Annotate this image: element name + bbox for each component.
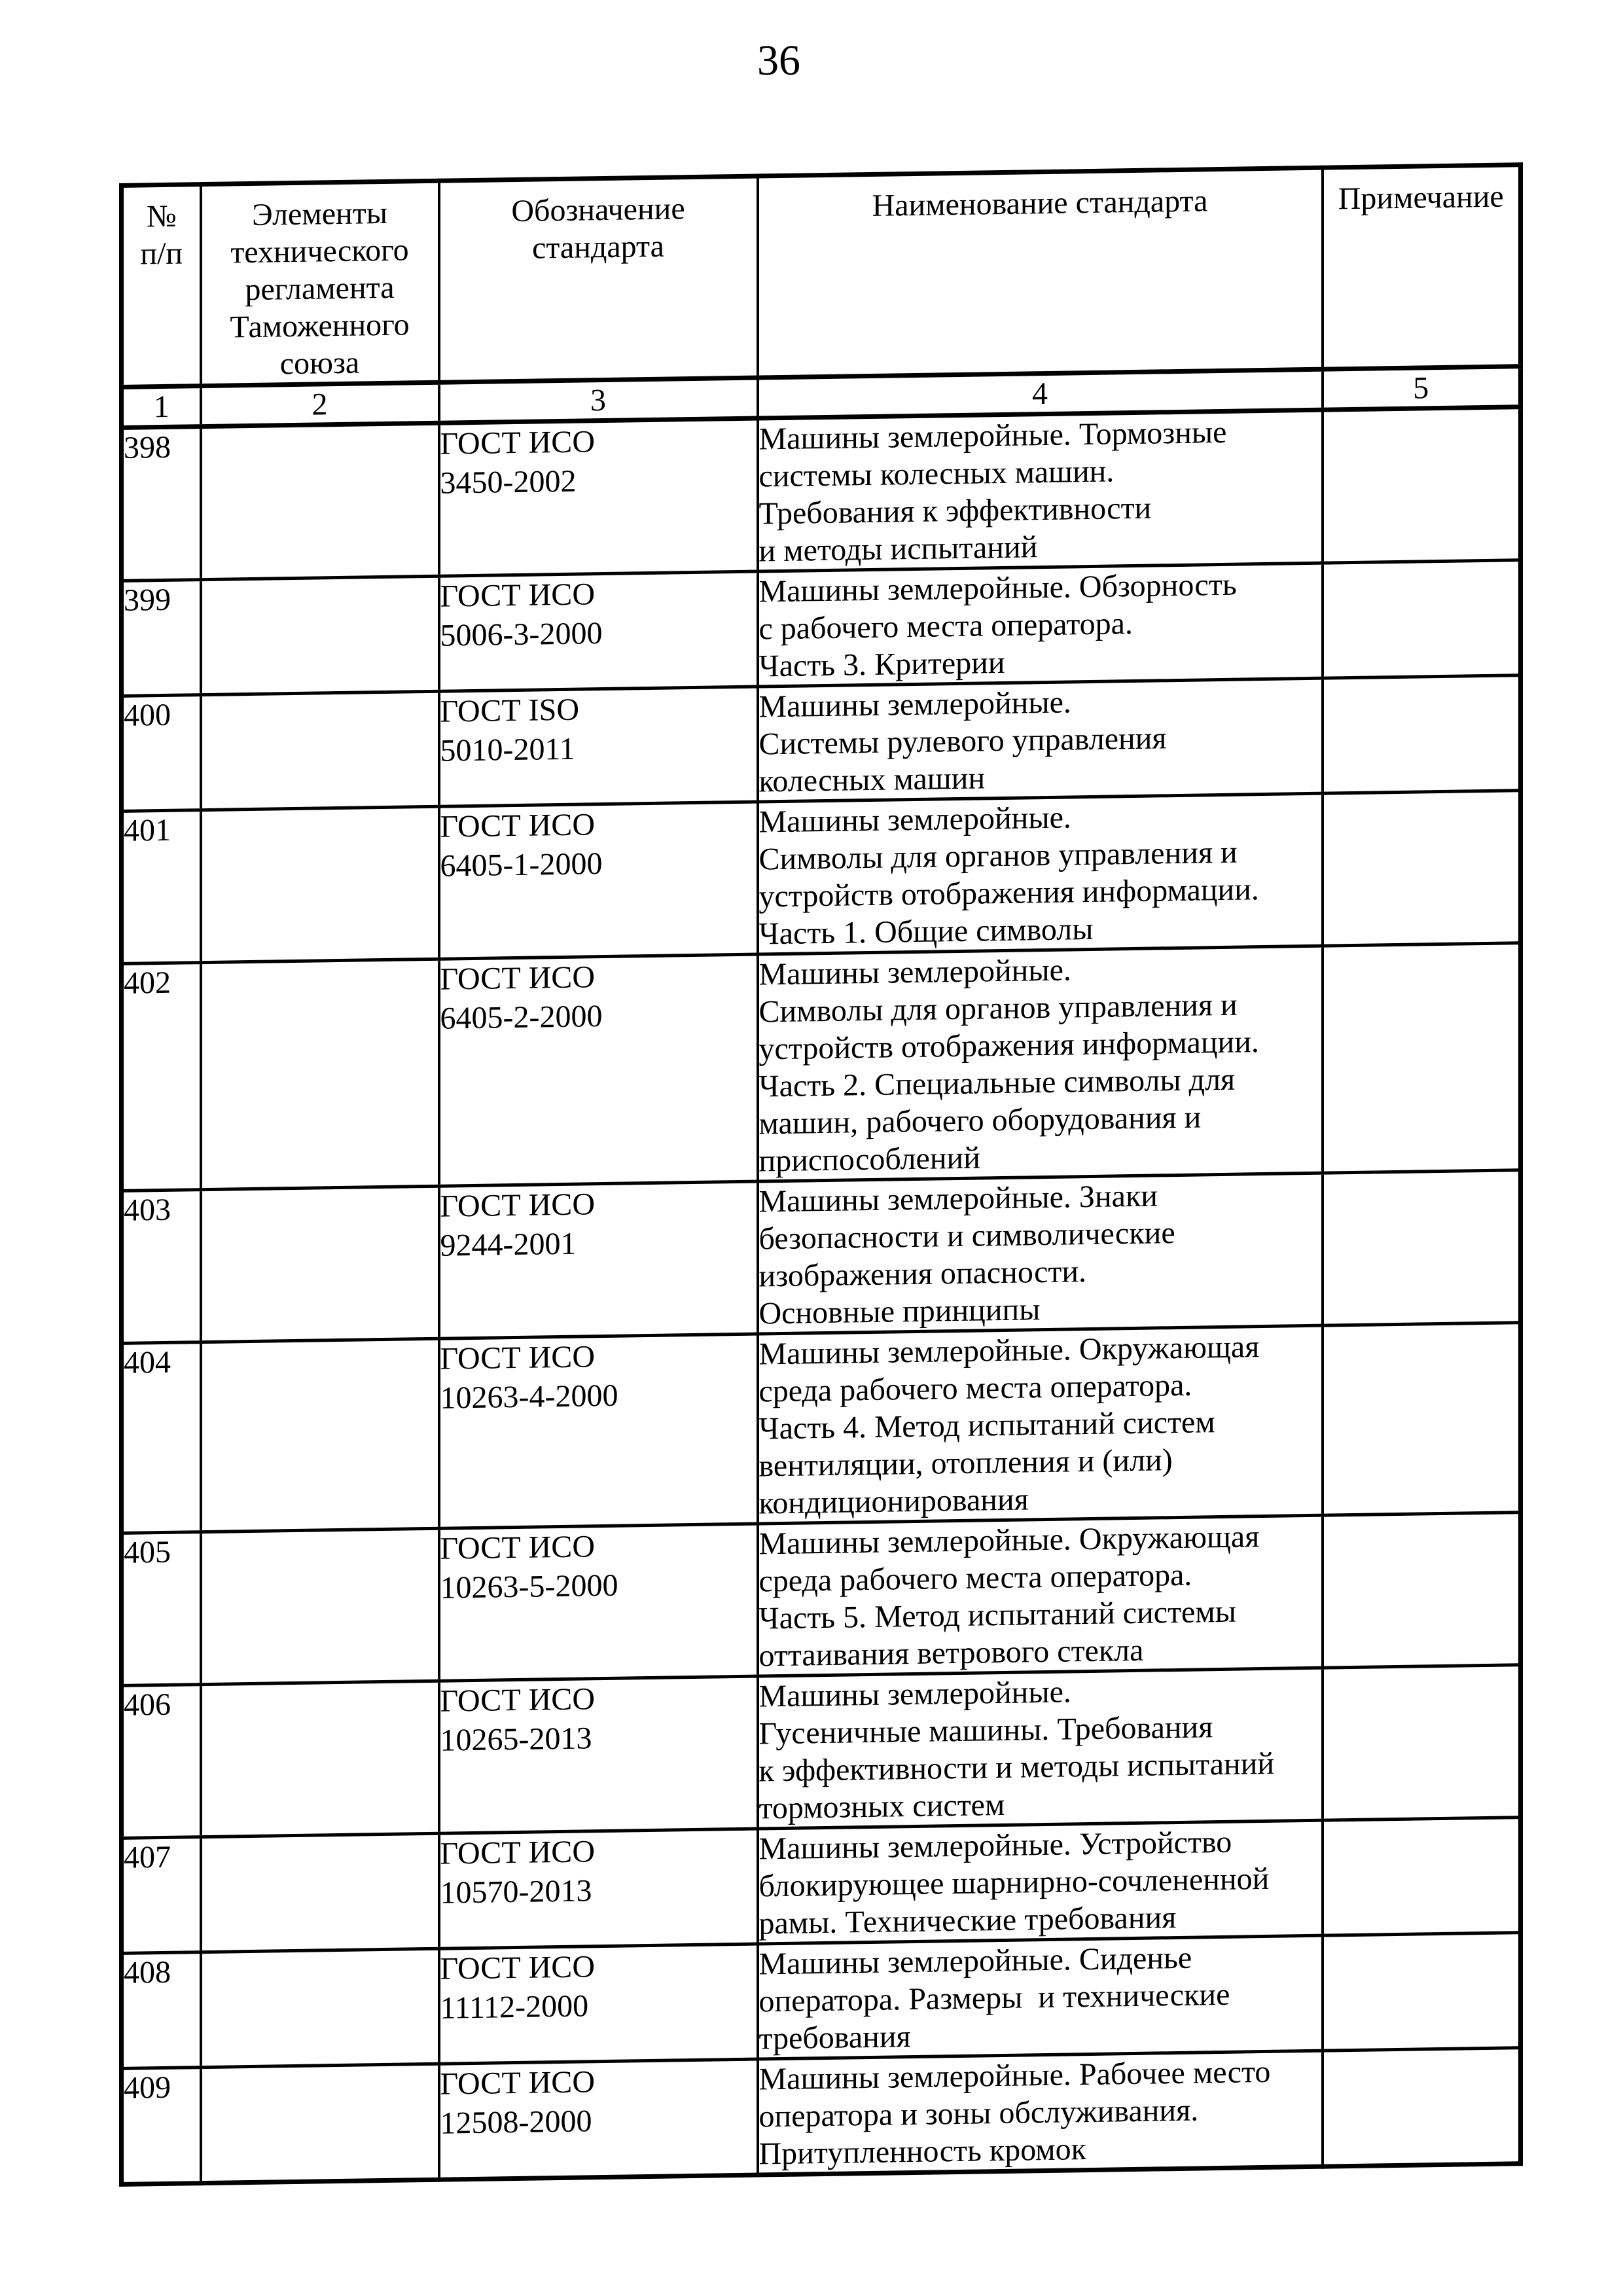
note-cell [1323, 943, 1521, 1173]
reg-element-cell [201, 1681, 439, 1837]
text-line: требования [758, 2019, 911, 2056]
standard-name-cell [758, 1935, 1323, 2059]
text-line: Машины землеройные. Устройство [758, 1824, 1232, 1867]
text-line: стандарта [532, 228, 664, 266]
text-line: Машины землеройные. Сиденье [758, 1940, 1192, 1982]
note-cell [1323, 1323, 1521, 1515]
text-line: колесных машин [758, 761, 986, 799]
text-line: Машины землеройные. [758, 952, 1071, 992]
table-row [122, 791, 1521, 964]
reg-element-cell [201, 1528, 439, 1684]
text-line: ГОСТ ИСО [440, 2064, 595, 2102]
text-line: ГОСТ ИСО [440, 960, 595, 997]
reg-element-cell [201, 806, 439, 962]
designation-cell [439, 1524, 758, 1681]
text-line: кондиционирования [758, 1482, 1029, 1521]
note-cell [1323, 1170, 1521, 1325]
row-number-cell: 400 [122, 695, 201, 812]
text-line: Машины землеройные. [758, 1674, 1071, 1714]
text-line: Системы рулевого управления [758, 721, 1167, 762]
header-cell-reg-elements [201, 181, 439, 386]
designation-cell [439, 571, 758, 691]
text-line: 10570-2013 [440, 1873, 592, 1910]
table-row [122, 1665, 1521, 1839]
reg-element-cell [201, 1833, 439, 1952]
designation-cell [439, 687, 758, 806]
text-line: ГОСТ ИСО [440, 1834, 595, 1871]
standard-name-cell [758, 946, 1323, 1181]
text-line: системы колесных машин. [758, 454, 1115, 494]
text-line: тормозных систем [758, 1787, 1005, 1826]
text-line: ГОСТ ИСО [440, 1339, 595, 1376]
text-line: рамы. Технические требования [758, 1900, 1177, 1941]
standard-name-cell [758, 1668, 1323, 1829]
standards-table-wrapper [119, 162, 1518, 2187]
text-line: безопасности и символические [758, 1215, 1175, 1257]
text-line: Символы для органов управления и [758, 834, 1238, 877]
table-row [122, 1170, 1521, 1344]
designation-cell [439, 418, 758, 576]
text-line: 10265-2013 [440, 1721, 592, 1758]
header-cell-note [1323, 165, 1521, 369]
designation-cell [439, 1181, 758, 1338]
table-row [122, 1323, 1521, 1534]
text-line: 11112-2000 [440, 1988, 589, 2026]
text-line: устройств отображения информации. [758, 872, 1259, 914]
text-line: Машины землеройные. Окружающая [758, 1519, 1260, 1562]
text-line: ГОСТ ИСО [440, 1529, 595, 1566]
text-line: ГОСТ ISO [440, 692, 579, 729]
designation-cell [439, 1829, 758, 1948]
table-row [122, 1513, 1521, 1686]
text-line: Элементы [252, 195, 387, 232]
table-row [122, 1818, 1521, 1954]
designation-cell [439, 1676, 758, 1833]
row-number-cell: 398 [122, 427, 201, 581]
text-line: ГОСТ ИСО [440, 1187, 595, 1224]
standard-name-cell [758, 678, 1323, 802]
note-cell [1323, 791, 1521, 946]
table-header-row [122, 165, 1521, 387]
text-line: союза [279, 345, 360, 382]
text-line: оператора. Размеры и технические [758, 1977, 1230, 2019]
row-number-cell: 405 [122, 1532, 201, 1686]
table-row [122, 1933, 1521, 2069]
column-number-cell: 2 [201, 382, 439, 426]
text-line: технического [230, 232, 409, 270]
text-line: Притупленность кромок [758, 2132, 1086, 2172]
reg-element-cell [201, 2064, 439, 2183]
standard-name-cell [758, 1820, 1323, 1944]
text-line: 3450-2002 [440, 463, 577, 501]
header-cell-standard-name [758, 168, 1323, 378]
text-line: Часть 3. Критерии [758, 645, 1005, 684]
note-cell [1323, 1933, 1521, 2051]
row-number-cell: 408 [122, 1952, 201, 2069]
text-line: регламента [245, 270, 395, 308]
table-row [122, 675, 1521, 812]
text-line: Символы для органов управления и [758, 987, 1238, 1030]
text-line: Машины землеройные. Обзорность [758, 567, 1237, 609]
text-line: ГОСТ ИСО [440, 1681, 595, 1719]
text-line: устройств отображения информации. [758, 1024, 1259, 1067]
text-line: ГОСТ ИСО [440, 1949, 595, 1986]
designation-cell [439, 954, 758, 1186]
column-number-cell: 4 [758, 369, 1323, 418]
text-line: Машины землеройные. [758, 685, 1071, 725]
text-line: № [146, 198, 177, 234]
text-line: Таможенного [230, 307, 410, 345]
note-cell [1323, 675, 1521, 793]
text-line: Машины землеройные. Рабочее место [758, 2054, 1271, 2097]
text-line: ГОСТ ИСО [440, 807, 595, 844]
page-number: 36 [757, 37, 800, 84]
text-line: ГОСТ ИСО [440, 424, 595, 461]
text-line: Часть 4. Метод испытаний систем [758, 1405, 1215, 1446]
text-line: Машины землеройные. Тормозные [758, 414, 1227, 457]
standard-name-cell [758, 563, 1323, 687]
standards-table [119, 162, 1523, 2187]
note-cell [1323, 407, 1521, 563]
standard-name-cell [758, 793, 1323, 954]
reg-element-cell [201, 1338, 439, 1532]
reg-element-cell [201, 959, 439, 1189]
header-cell-row-number [122, 185, 201, 387]
text-line: Гусеничные машины. Требования [758, 1710, 1213, 1751]
reg-element-cell [201, 1948, 439, 2067]
text-line: 6405-2-2000 [440, 999, 603, 1036]
text-line: 9244-2001 [440, 1226, 577, 1263]
text-line: Часть 2. Специальные символы для [758, 1062, 1236, 1104]
text-line: среда рабочего места оператора. [758, 1367, 1192, 1409]
standard-name-cell [758, 1515, 1323, 1676]
designation-cell [439, 1334, 758, 1528]
text-line: вентиляции, отопления и (или) [758, 1443, 1173, 1484]
row-number-cell: 402 [122, 963, 201, 1191]
text-line: 5010-2011 [440, 731, 575, 768]
reg-element-cell [201, 423, 439, 579]
column-number-cell: 3 [439, 378, 758, 423]
text-line: среда рабочего места оператора. [758, 1557, 1192, 1599]
standard-name-cell [758, 1173, 1323, 1334]
text-line: Машины землеройные. [758, 800, 1071, 840]
row-number-cell: 409 [122, 2068, 201, 2185]
table-row [122, 943, 1521, 1191]
note-cell [1323, 1818, 1521, 1935]
text-line: п/п [140, 236, 183, 272]
designation-cell [439, 1944, 758, 2064]
row-number-cell: 403 [122, 1190, 201, 1344]
text-line: 12508-2000 [440, 2104, 592, 2141]
table-body [122, 407, 1521, 2185]
note-cell [1323, 560, 1521, 678]
row-number-cell: 406 [122, 1685, 201, 1839]
row-number-cell: 401 [122, 810, 201, 964]
note-cell [1323, 1665, 1521, 1820]
text-line: 5006-3-2000 [440, 616, 603, 653]
text-line: Основные принципы [758, 1292, 1041, 1331]
text-line: Наименование стандарта [872, 183, 1208, 223]
text-line: ГОСТ ИСО [440, 577, 595, 614]
reg-element-cell [201, 1186, 439, 1342]
row-number-cell: 399 [122, 580, 201, 696]
text-line: оттаивания ветрового стекла [758, 1632, 1144, 1674]
table-row [122, 2048, 1521, 2185]
text-line: к эффективности и методы испытаний [758, 1746, 1275, 1789]
standard-name-cell [758, 2051, 1323, 2175]
text-line: Машины землеройные. Знаки [758, 1178, 1158, 1219]
text-line: машин, рабочего оборудования и [758, 1100, 1202, 1141]
designation-cell [439, 802, 758, 959]
text-line: и методы испытаний [758, 529, 1038, 569]
text-line: Требования к эффективности [758, 490, 1152, 531]
reg-element-cell [201, 576, 439, 694]
text-line: Примечание [1338, 179, 1504, 217]
text-line: 10263-4-2000 [440, 1378, 618, 1416]
text-line: Часть 5. Метод испытаний системы [758, 1594, 1236, 1636]
standard-name-cell [758, 410, 1323, 571]
text-line: Обозначение [511, 191, 685, 229]
column-number-cell: 1 [122, 386, 201, 428]
text-line: Часть 1. Общие символы [758, 911, 1094, 952]
text-line: 10263-5-2000 [440, 1568, 618, 1605]
text-line: блокирующее шарнирно-сочлененной [758, 1861, 1270, 1904]
table-row [122, 407, 1521, 581]
text-line: Машины землеройные. Окружающая [758, 1329, 1260, 1372]
row-number-cell: 407 [122, 1837, 201, 1954]
text-line: оператора и зоны обслуживания. [758, 2092, 1199, 2134]
reg-element-cell [201, 691, 439, 810]
text-line: 6405-1-2000 [440, 846, 603, 884]
text-line: с рабочего места оператора. [758, 606, 1133, 647]
designation-cell [439, 2059, 758, 2179]
column-number-cell: 5 [1323, 367, 1521, 410]
header-cell-designation [439, 176, 758, 382]
note-cell [1323, 2048, 1521, 2166]
note-cell [1323, 1513, 1521, 1668]
text-line: изображения опасности. [758, 1254, 1087, 1294]
standard-name-cell [758, 1325, 1323, 1524]
row-number-cell: 404 [122, 1342, 201, 1534]
table-row [122, 560, 1521, 696]
text-line: приспособлений [758, 1140, 980, 1179]
